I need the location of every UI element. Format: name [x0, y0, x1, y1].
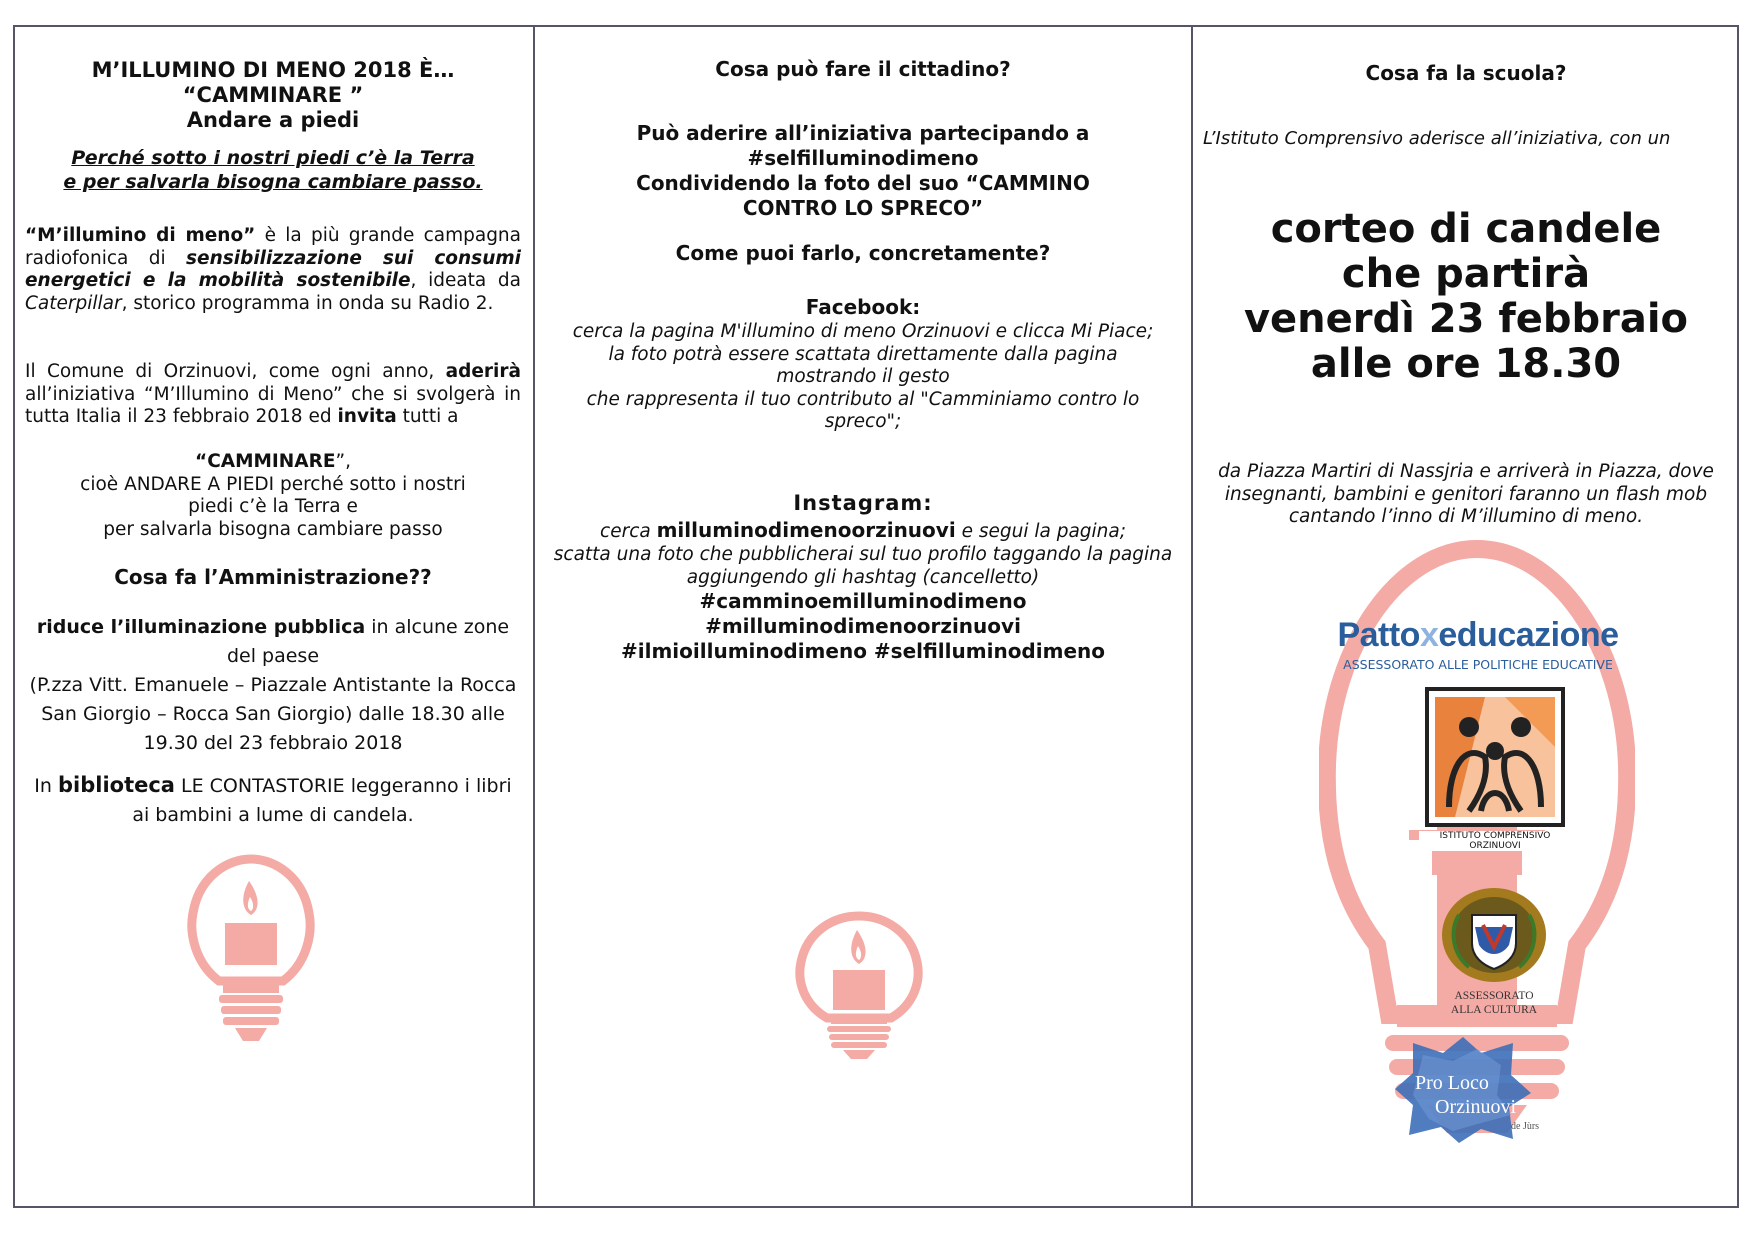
logo-subtitle: ASSESSORATO ALLE POLITICHE EDUCATIVE — [1343, 657, 1613, 672]
citizen-answer — [535, 121, 1191, 221]
text: Il Comune di Orzinuovi, come ogni anno, — [25, 361, 446, 382]
admin-paragraph — [25, 613, 521, 758]
col1-title — [13, 58, 533, 133]
text: cerca la pagina M'illumino di meno Orzinuovi e clicca Mi Piace; — [572, 321, 1154, 342]
text: e segui la pagina; — [955, 521, 1126, 542]
instagram-heading: Instagram: — [793, 491, 933, 515]
subtitle-line: Perché sotto i nostri piedi c’è la Terra — [71, 147, 475, 169]
text: (P.zza Vitt. Emanuele – Piazzale Antistante la Rocca San Giorgio – Rocca San Giorgio) dalle 18.30 alle 19.30 del 23 febbraio 2018 — [29, 674, 517, 754]
istituto-comprensivo-logo — [1419, 687, 1571, 867]
text: LE CONTASTORIE leggeranno i libri ai bambini a lume di candela. — [132, 775, 512, 826]
text: che rappresenta il tuo contributo al "Camminiamo contro lo spreco"; — [586, 388, 1140, 432]
camminare-line — [25, 451, 521, 474]
school-intro: L’Istituto Comprensivo aderisce all’iniziativa, con un — [1203, 128, 1671, 149]
text: è la più grande campagna radiofonica di — [25, 225, 521, 269]
text: Condividendo la foto del suo “CAMMINO — [636, 171, 1090, 195]
text: in alcune zone del paese — [226, 616, 510, 667]
facebook-text — [547, 321, 1179, 434]
text: CONTRO LO SPRECO” — [742, 196, 984, 220]
seal-caption — [1419, 989, 1569, 1017]
text-line — [547, 519, 1179, 543]
camminare-block — [25, 451, 521, 541]
text: la foto potrà essere scattata direttamente dalla pagina mostrando il gesto — [608, 343, 1118, 387]
text: , storico programma in onda su Radio 2. — [121, 292, 494, 314]
text: sensibilizzazione sui consumi energetici e la mobilità sostenibile — [25, 247, 521, 291]
facebook-heading: Facebook: — [805, 295, 921, 319]
text: ALLA CULTURA — [1450, 1004, 1538, 1016]
text: biblioteca — [57, 773, 175, 797]
hashtag: #milluminodimenoorzinuovi — [705, 614, 1021, 638]
text: invita — [337, 406, 397, 427]
column-left — [13, 25, 533, 1208]
title-line: M’ILLUMINO DI MENO 2018 È… — [91, 58, 455, 82]
admin-heading: Cosa fa l’Amministrazione?? — [114, 565, 432, 589]
text: Caterpillar — [25, 292, 122, 314]
text: “CAMMINARE — [195, 451, 336, 472]
text: venerdì 23 febbraio — [1243, 296, 1689, 342]
citizen-question: Cosa può fare il cittadino? — [715, 57, 1011, 81]
candle-bulb-icon — [791, 910, 927, 1060]
text: Può aderire all’iniziativa partecipando a — [636, 121, 1090, 145]
text: aderirà — [445, 361, 521, 382]
municipal-seal-icon — [1439, 885, 1549, 985]
logo-wordmark — [1313, 617, 1643, 653]
text: “M’illumino di meno” — [25, 225, 256, 246]
event-announcement — [1193, 207, 1739, 387]
text: Orzinuovi — [1435, 1096, 1517, 1118]
how-question: Come puoi farlo, concretamente? — [675, 241, 1051, 265]
hashtag-list — [535, 589, 1191, 664]
pro-loco-logo — [1393, 1035, 1573, 1145]
text: cerca — [600, 521, 657, 542]
subtitle-line: e per salvarla bisogna cambiare passo. — [63, 171, 483, 193]
instagram-text — [547, 519, 1179, 589]
text: per salvarla bisogna cambiare passo — [103, 518, 443, 540]
text: In — [34, 775, 58, 797]
text: Patto — [1337, 616, 1420, 654]
pattoxeducazione-logo — [1313, 617, 1643, 672]
text: che partirà — [1341, 251, 1591, 297]
pro-loco-wordmark — [1415, 1071, 1516, 1119]
pro-loco-tagline: de Jùrs — [1511, 1121, 1540, 1132]
paragraph-intro — [25, 225, 521, 315]
text: alle ore 18.30 — [1310, 341, 1622, 387]
text: corteo di candele — [1270, 206, 1662, 252]
school-heading: Cosa fa la scuola? — [1365, 61, 1567, 85]
text: educazione — [1438, 616, 1619, 654]
text: #selfilluminodimeno — [747, 146, 979, 170]
text: , ideata da — [410, 270, 521, 291]
text: milluminodimenoorzinuovi — [656, 518, 956, 542]
event-description: da Piazza Martiri di Nassjria e arriverà in Piazza, dove insegnanti, bambini e genitori faranno un flash mob cantando l’inno di M’illumino di meno. — [1218, 461, 1714, 527]
text: riduce l’illuminazione pubblica — [36, 616, 366, 638]
candle-bulb-icon — [185, 853, 317, 1043]
text: ASSESSORATO — [1454, 990, 1534, 1002]
text: Pro Loco — [1415, 1072, 1489, 1094]
title-line: Andare a piedi — [186, 108, 360, 132]
text: ”, — [335, 451, 351, 472]
logo-caption: ISTITUTO COMPRENSIVO ORZINUOVI — [1419, 831, 1571, 851]
text: x — [1419, 616, 1439, 654]
text: all’iniziativa “M’Illumino di Meno” che si svolgerà in tutta Italia il 23 febbraio 2018 ed — [25, 383, 521, 427]
title-line: “CAMMINARE ” — [182, 83, 364, 107]
assessorato-cultura-logo — [1419, 885, 1569, 1017]
text: scatta una foto che pubblicherai sul tuo profilo taggando la pagina aggiungendo gli hashtag (cancelletto) — [553, 544, 1173, 588]
text: cioè ANDARE A PIEDI perché sotto i nostri piedi c’è la Terra e — [80, 473, 466, 517]
hashtag: #ilmioilluminodimeno #selfilluminodimeno — [621, 639, 1105, 663]
hashtag: #camminoemilluminodimeno — [699, 589, 1027, 613]
library-paragraph — [25, 771, 521, 830]
paragraph-comune — [25, 361, 521, 429]
column-right — [1191, 25, 1739, 1208]
column-center — [533, 25, 1191, 1208]
text: tutti a — [396, 406, 459, 427]
children-emblem-icon — [1425, 687, 1565, 827]
col1-subtitle — [13, 146, 533, 194]
